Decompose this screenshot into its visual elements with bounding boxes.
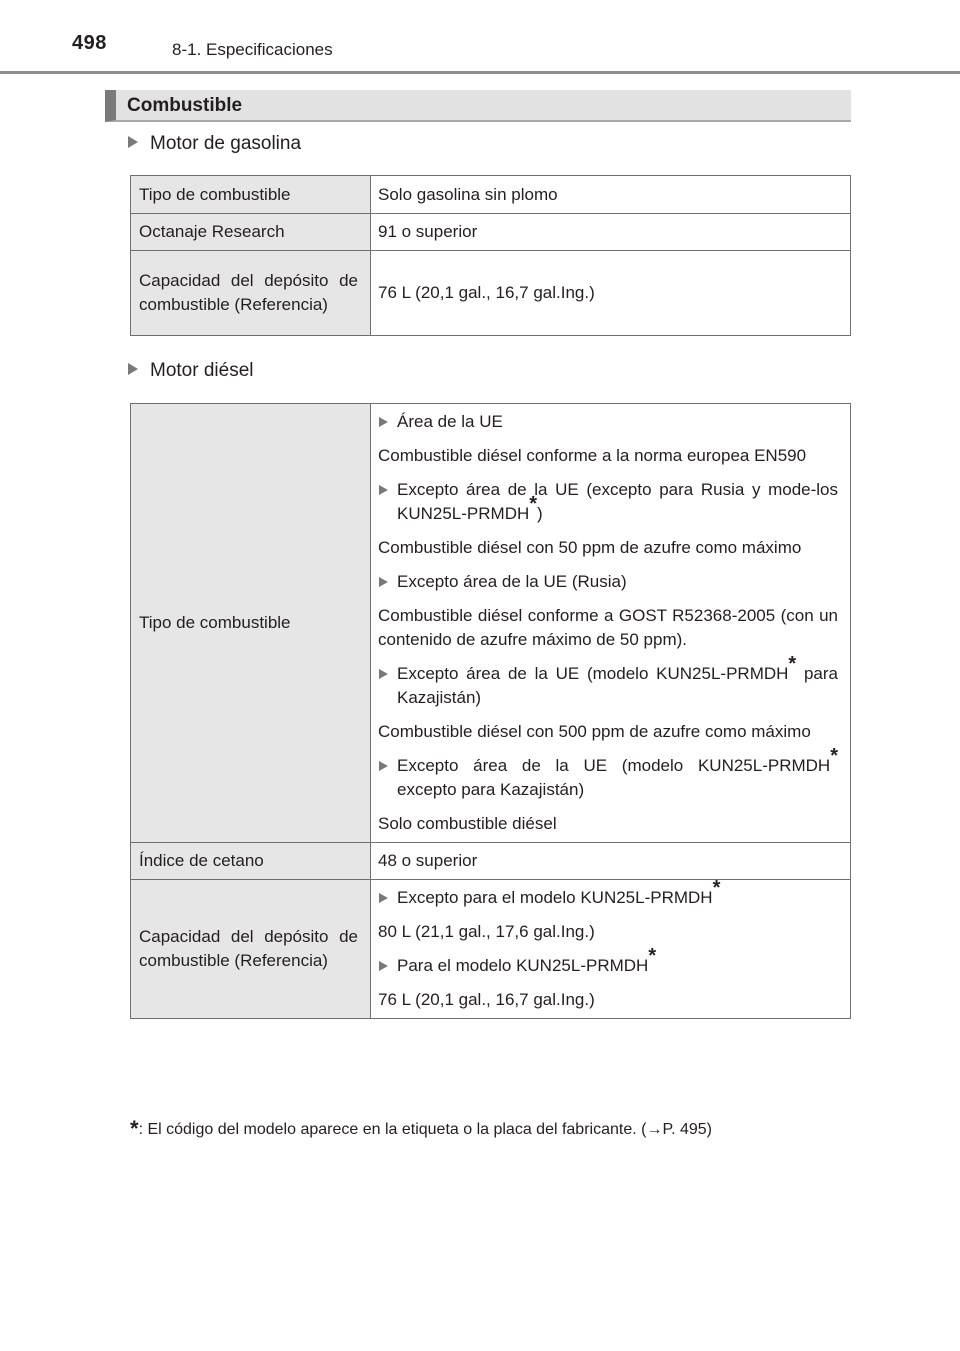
- triangle-bullet-icon: [379, 669, 388, 679]
- list-item: Excepto área de la UE (Rusia): [378, 570, 838, 594]
- footnote-asterisk: *: [712, 877, 721, 900]
- page-number: 498: [72, 32, 107, 54]
- table-row: [131, 251, 851, 336]
- section-title: Combustible: [127, 95, 243, 116]
- footnote-asterisk: *: [788, 653, 797, 676]
- footnote-asterisk: *: [830, 745, 838, 768]
- triangle-bullet-icon: [379, 417, 388, 427]
- diesel-heading: Motor diésel: [128, 360, 254, 382]
- spec-text: Combustible diésel conforme a GOST R52368-2005 (con un contenido de azufre máximo de 50 ppm).: [378, 606, 838, 649]
- spec-text: Solo combustible diésel: [378, 814, 557, 833]
- triangle-bullet-icon: [379, 893, 388, 903]
- chapter-title: 8-1. Especificaciones: [172, 40, 333, 59]
- triangle-bullet-icon: [379, 485, 388, 495]
- page-reference-link[interactable]: P. 495): [662, 1121, 712, 1138]
- spec-label: Índice de cetano: [131, 843, 371, 880]
- spec-text: Combustible diésel con 500 ppm de azufre como máximo: [378, 722, 811, 741]
- list-item: Área de la UE: [378, 410, 838, 434]
- list-item: Para el modelo KUN25L-PRMDH*: [378, 954, 838, 978]
- triangle-bullet-icon: [128, 363, 138, 375]
- table-row: [131, 176, 851, 214]
- spec-text: 76 L (20,1 gal., 16,7 gal.Ing.): [378, 990, 595, 1009]
- list-item: Excepto área de la UE (excepto para Rusia y mode-los KUN25L-PRMDH*): [378, 478, 838, 526]
- spec-text: 80 L (21,1 gal., 17,6 gal.Ing.): [378, 922, 595, 941]
- page-header: [0, 0, 960, 76]
- table-row: [131, 214, 851, 251]
- spec-text: Combustible diésel con 50 ppm de azufre como máximo: [378, 538, 802, 557]
- list-item: Excepto para el modelo KUN25L-PRMDH*: [378, 886, 838, 910]
- list-item: Excepto área de la UE (modelo KUN25L-PRMDH* excepto para Kazajistán): [378, 754, 838, 802]
- footnote-text: : El código del modelo aparece en la etiqueta o la placa del fabricante. (: [138, 1121, 647, 1138]
- spec-text: Combustible diésel conforme a la norma europea EN590: [378, 446, 807, 465]
- spec-value: 76 L (20,1 gal., 16,7 gal.Ing.): [371, 251, 851, 336]
- triangle-bullet-icon: [379, 961, 388, 971]
- spec-label: Capacidad del depósito de combustible (Referencia): [131, 251, 371, 336]
- triangle-bullet-icon: [379, 761, 388, 771]
- table-row: [131, 843, 851, 880]
- spec-label: Octanaje Research: [131, 214, 371, 251]
- header-rule: [0, 71, 960, 74]
- table-row: [131, 880, 851, 1019]
- triangle-bullet-icon: [128, 136, 138, 148]
- footnote-asterisk: *: [130, 1116, 139, 1141]
- section-title-bar: [105, 90, 851, 122]
- footnote-asterisk: *: [648, 945, 657, 968]
- spec-label: Tipo de combustible: [131, 404, 371, 843]
- spec-label: Tipo de combustible: [131, 176, 371, 214]
- footnote: [130, 1114, 712, 1140]
- triangle-bullet-icon: [379, 577, 388, 587]
- table-row: [131, 404, 851, 843]
- arrow-right-icon: →: [646, 1121, 663, 1138]
- gasoline-spec-table: [130, 175, 851, 336]
- footnote-asterisk: *: [529, 493, 538, 516]
- gasoline-heading: Motor de gasolina: [128, 133, 301, 155]
- spec-label: Capacidad del depósito de combustible (Referencia): [131, 880, 371, 1019]
- spec-value: [371, 877, 851, 1019]
- spec-value: Solo gasolina sin plomo: [371, 176, 851, 214]
- spec-value: [371, 404, 851, 843]
- diesel-spec-table: [130, 403, 851, 1019]
- spec-value: 91 o superior: [371, 214, 851, 251]
- list-item: Excepto área de la UE (modelo KUN25L-PRMDH* para Kazajistán): [378, 662, 838, 710]
- spec-value: 48 o superior: [371, 843, 851, 880]
